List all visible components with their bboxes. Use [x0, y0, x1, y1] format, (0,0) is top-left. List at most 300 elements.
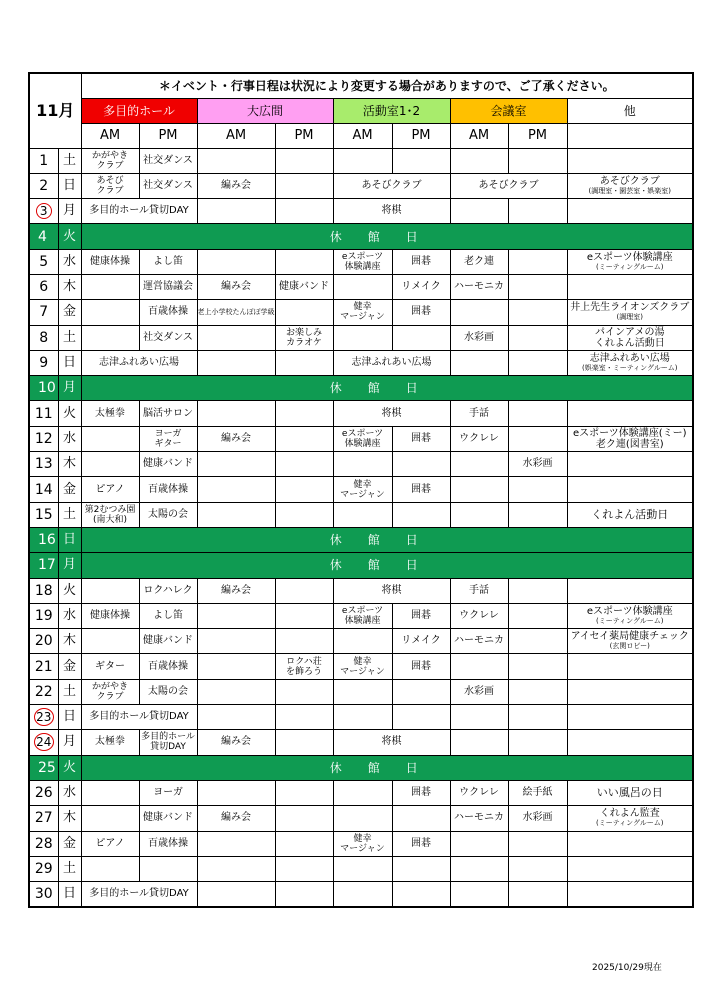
day-number: 1 — [29, 148, 58, 173]
room-header: 多目的ホール — [81, 98, 197, 123]
schedule-cell: eスポーツ体験講座 (ミーティングルーム) — [567, 603, 693, 628]
closed-day-banner: 休館日 — [81, 755, 693, 780]
schedule-cell: 多目的ホール貸切DAY — [81, 199, 197, 224]
schedule-cell — [567, 705, 693, 730]
day-row — [29, 654, 693, 679]
schedule-cell: ウクレレ — [450, 603, 508, 628]
schedule-cell: 編み会 — [197, 730, 275, 755]
schedule-cell — [197, 249, 275, 274]
schedule-cell — [197, 629, 275, 654]
schedule-cell — [450, 502, 508, 527]
schedule-cell — [508, 401, 567, 426]
schedule-cell — [275, 426, 333, 451]
schedule-cell — [275, 780, 333, 805]
highlight-circle: 3 — [36, 203, 52, 219]
day-number: 12 — [29, 426, 58, 451]
day-row — [29, 300, 693, 325]
weekday: 火 — [58, 224, 81, 249]
schedule-cell: 手話 — [450, 578, 508, 603]
schedule-cell: 編み会 — [197, 173, 275, 198]
day-row — [29, 831, 693, 856]
day-row — [29, 553, 693, 578]
weekday: 金 — [58, 300, 81, 325]
weekday: 土 — [58, 679, 81, 704]
schedule-cell — [81, 300, 139, 325]
schedule-cell — [567, 477, 693, 502]
schedule-cell — [392, 452, 450, 477]
weekday: 金 — [58, 477, 81, 502]
schedule-cell: よし笛 — [139, 603, 197, 628]
schedule-cell — [508, 679, 567, 704]
day-row — [29, 350, 693, 375]
schedule-cell: 水彩画 — [450, 325, 508, 350]
schedule-cell — [567, 831, 693, 856]
schedule-cell: 編み会 — [197, 426, 275, 451]
weekday: 水 — [58, 249, 81, 274]
schedule-cell — [197, 705, 275, 730]
schedule-cell — [333, 856, 392, 881]
schedule-cell: あそびクラブ (調理室・園芸室・娯楽室) — [567, 173, 693, 198]
schedule-cell — [275, 629, 333, 654]
weekday: 金 — [58, 654, 81, 679]
schedule-cell — [197, 831, 275, 856]
schedule-cell — [333, 502, 392, 527]
schedule-cell: 囲碁 — [392, 426, 450, 451]
day-number: 7 — [29, 300, 58, 325]
weekday: 日 — [58, 350, 81, 375]
schedule-cell: よし笛 — [139, 249, 197, 274]
schedule-cell: 将棋 — [333, 401, 450, 426]
schedule-cell — [275, 350, 333, 375]
schedule-cell — [275, 502, 333, 527]
schedule-cell — [333, 325, 392, 350]
schedule-cell — [81, 426, 139, 451]
as-of-date: 2025/10/29現在 — [592, 963, 662, 973]
day-row — [29, 274, 693, 299]
month-label: 11月 — [29, 73, 81, 148]
day-number: 8 — [29, 325, 58, 350]
schedule-cell — [450, 148, 508, 173]
schedule-cell: ハーモニカ — [450, 629, 508, 654]
schedule-cell: あそびクラブ — [333, 173, 450, 198]
schedule-cell: ギター — [81, 654, 139, 679]
schedule-cell: 百歳体操 — [139, 831, 197, 856]
schedule-cell — [567, 452, 693, 477]
schedule-cell — [508, 578, 567, 603]
day-row — [29, 426, 693, 451]
schedule-cell — [567, 274, 693, 299]
day-row — [29, 603, 693, 628]
day-row — [29, 148, 693, 173]
day-row — [29, 856, 693, 881]
schedule-cell: リメイク — [392, 629, 450, 654]
schedule-cell — [567, 148, 693, 173]
day-number: 11 — [29, 401, 58, 426]
day-row — [29, 679, 693, 704]
schedule-cell — [81, 452, 139, 477]
weekday: 火 — [58, 401, 81, 426]
day-number: 16 — [29, 527, 58, 552]
schedule-cell — [508, 882, 567, 907]
schedule-cell: 社交ダンス — [139, 148, 197, 173]
day-number — [29, 705, 58, 730]
schedule-cell: 編み会 — [197, 578, 275, 603]
closed-day-banner: 休館日 — [81, 376, 693, 401]
schedule-cell — [392, 705, 450, 730]
schedule-cell: 囲碁 — [392, 654, 450, 679]
schedule-cell — [197, 199, 275, 224]
schedule-cell: アイセイ薬局健康チェック (玄関ロビー) — [567, 629, 693, 654]
day-number — [29, 199, 58, 224]
schedule-cell: 編み会 — [197, 806, 275, 831]
schedule-cell: 水彩画 — [508, 806, 567, 831]
schedule-cell — [392, 325, 450, 350]
am-header: AM — [81, 123, 139, 148]
weekday: 土 — [58, 148, 81, 173]
schedule-cell — [197, 148, 275, 173]
schedule-cell: 老上小学校たんぽぽ学級 — [197, 300, 275, 325]
schedule-cell — [450, 199, 508, 224]
schedule-cell: 志津ふれあい広場 (娯楽室・ミーティングルーム) — [567, 350, 693, 375]
room-header: 大広間 — [197, 98, 333, 123]
schedule-cell — [450, 477, 508, 502]
schedule-cell — [508, 249, 567, 274]
schedule-cell: eスポーツ体験講座 (ミーティングルーム) — [567, 249, 693, 274]
day-row — [29, 755, 693, 780]
weekday: 月 — [58, 553, 81, 578]
weekday: 日 — [58, 527, 81, 552]
day-number: 18 — [29, 578, 58, 603]
day-row — [29, 882, 693, 907]
schedule-cell — [508, 199, 567, 224]
schedule-cell — [333, 148, 392, 173]
day-row — [29, 527, 693, 552]
schedule-cell: 健康バンド — [139, 806, 197, 831]
am-header: AM — [197, 123, 275, 148]
weekday: 木 — [58, 452, 81, 477]
schedule-cell: パインアメの湯 くれよん活動日 — [567, 325, 693, 350]
day-row — [29, 173, 693, 198]
weekday: 月 — [58, 376, 81, 401]
weekday: 月 — [58, 730, 81, 755]
schedule-cell — [333, 780, 392, 805]
schedule-cell — [275, 705, 333, 730]
day-number: 26 — [29, 780, 58, 805]
day-row — [29, 452, 693, 477]
schedule-cell: ヨーガ ギター — [139, 426, 197, 451]
notice-banner: ＊イベント・行事日程は状況により変更する場合がありますので、ご了承ください。 — [81, 73, 693, 98]
schedule-cell — [392, 806, 450, 831]
weekday: 木 — [58, 629, 81, 654]
schedule-cell — [567, 578, 693, 603]
schedule-cell: 健幸 マージャン — [333, 831, 392, 856]
schedule-cell — [450, 730, 508, 755]
schedule-cell: 健康バンド — [139, 452, 197, 477]
day-number: 13 — [29, 452, 58, 477]
schedule-cell: くれよん監査 (ミーティングルーム) — [567, 806, 693, 831]
schedule-cell — [81, 856, 139, 881]
closed-day-banner: 休館日 — [81, 224, 693, 249]
day-number: 6 — [29, 274, 58, 299]
schedule-cell — [567, 730, 693, 755]
day-number: 5 — [29, 249, 58, 274]
day-row — [29, 780, 693, 805]
schedule-cell: 太陽の会 — [139, 502, 197, 527]
schedule-cell: 将棋 — [333, 199, 450, 224]
schedule-cell — [508, 831, 567, 856]
schedule-cell: 健幸 マージャン — [333, 654, 392, 679]
schedule-cell — [275, 249, 333, 274]
schedule-cell — [450, 654, 508, 679]
schedule-cell — [567, 401, 693, 426]
room-header: 活動室1･2 — [333, 98, 450, 123]
schedule-cell — [392, 148, 450, 173]
schedule-cell — [508, 730, 567, 755]
schedule-cell — [197, 856, 275, 881]
schedule-cell — [197, 882, 275, 907]
schedule-cell — [197, 401, 275, 426]
schedule-cell: 百歳体操 — [139, 477, 197, 502]
schedule-cell — [508, 300, 567, 325]
schedule-cell: 百歳体操 — [139, 654, 197, 679]
schedule-cell — [275, 856, 333, 881]
schedule-cell: 水彩画 — [508, 452, 567, 477]
schedule-cell — [508, 502, 567, 527]
schedule-cell — [450, 452, 508, 477]
pm-header: PM — [139, 123, 197, 148]
schedule-cell — [275, 199, 333, 224]
day-number: 29 — [29, 856, 58, 881]
schedule-cell — [567, 882, 693, 907]
schedule-cell: 社交ダンス — [139, 173, 197, 198]
schedule-cell: ピアノ — [81, 477, 139, 502]
schedule-cell: 囲碁 — [392, 249, 450, 274]
schedule-cell — [508, 350, 567, 375]
pm-header: PM — [392, 123, 450, 148]
schedule-cell — [197, 452, 275, 477]
schedule-cell: あそび クラブ — [81, 173, 139, 198]
schedule-cell: 脳活サロン — [139, 401, 197, 426]
weekday: 木 — [58, 806, 81, 831]
schedule-cell: ウクレレ — [450, 426, 508, 451]
schedule-cell: 囲碁 — [392, 300, 450, 325]
schedule-cell — [333, 679, 392, 704]
schedule-cell: 第2むつみ園 (南大和) — [81, 502, 139, 527]
schedule-cell: 井上先生ライオンズクラブ (調理室) — [567, 300, 693, 325]
schedule-cell: eスポーツ 体験講座 — [333, 426, 392, 451]
schedule-cell: くれよん活動日 — [567, 502, 693, 527]
schedule-cell — [450, 831, 508, 856]
schedule-cell — [392, 679, 450, 704]
weekday: 日 — [58, 705, 81, 730]
schedule-cell: 健康バンド — [275, 274, 333, 299]
schedule-cell: 志津ふれあい広場 — [81, 350, 197, 375]
schedule-cell: 健康体操 — [81, 603, 139, 628]
schedule-cell: eスポーツ 体験講座 — [333, 603, 392, 628]
schedule-cell — [197, 679, 275, 704]
day-number: 19 — [29, 603, 58, 628]
schedule-cell: ピアノ — [81, 831, 139, 856]
schedule-cell: 運営協議会 — [139, 274, 197, 299]
pm-header: PM — [275, 123, 333, 148]
day-row — [29, 730, 693, 755]
schedule-cell — [197, 350, 275, 375]
day-number: 4 — [29, 224, 58, 249]
schedule-cell: ヨーガ — [139, 780, 197, 805]
schedule-cell: 水彩画 — [450, 679, 508, 704]
schedule-cell — [197, 325, 275, 350]
schedule-cell — [450, 882, 508, 907]
schedule-cell: eスポーツ 体験講座 — [333, 249, 392, 274]
schedule-cell: ハーモニカ — [450, 806, 508, 831]
schedule-cell: 多目的ホール貸切DAY — [81, 705, 197, 730]
schedule-cell — [450, 856, 508, 881]
schedule-cell: 手話 — [450, 401, 508, 426]
schedule-cell: 社交ダンス — [139, 325, 197, 350]
schedule-cell — [275, 882, 333, 907]
day-row — [29, 376, 693, 401]
day-number: 17 — [29, 553, 58, 578]
schedule-cell — [197, 477, 275, 502]
weekday: 火 — [58, 755, 81, 780]
day-number: 15 — [29, 502, 58, 527]
schedule-cell — [275, 477, 333, 502]
day-number: 22 — [29, 679, 58, 704]
other-header-blank — [567, 123, 693, 148]
schedule-cell — [333, 882, 392, 907]
schedule-cell: ロクハ荘 を飾ろう — [275, 654, 333, 679]
schedule-cell — [567, 199, 693, 224]
weekday: 火 — [58, 578, 81, 603]
weekday: 木 — [58, 274, 81, 299]
weekday: 土 — [58, 325, 81, 350]
day-row — [29, 806, 693, 831]
schedule-cell: ハーモニカ — [450, 274, 508, 299]
day-row — [29, 578, 693, 603]
closed-day-banner: 休館日 — [81, 553, 693, 578]
schedule-cell — [567, 679, 693, 704]
schedule-cell — [275, 401, 333, 426]
schedule-cell: 編み会 — [197, 274, 275, 299]
schedule-cell — [508, 426, 567, 451]
day-row — [29, 199, 693, 224]
weekday: 日 — [58, 882, 81, 907]
schedule-cell — [333, 274, 392, 299]
schedule-cell — [508, 603, 567, 628]
schedule-cell — [567, 856, 693, 881]
day-number: 30 — [29, 882, 58, 907]
schedule-cell: 将棋 — [333, 578, 450, 603]
schedule-cell: 囲碁 — [392, 831, 450, 856]
schedule-cell: リメイク — [392, 274, 450, 299]
day-number: 27 — [29, 806, 58, 831]
schedule-cell: 囲碁 — [392, 780, 450, 805]
schedule-cell — [450, 300, 508, 325]
schedule-cell — [197, 654, 275, 679]
day-number — [29, 730, 58, 755]
day-number: 25 — [29, 755, 58, 780]
day-row — [29, 401, 693, 426]
schedule-cell — [275, 831, 333, 856]
schedule-cell: 囲碁 — [392, 477, 450, 502]
schedule-cell: ウクレレ — [450, 780, 508, 805]
day-row — [29, 705, 693, 730]
schedule-cell: 健幸 マージャン — [333, 300, 392, 325]
schedule-cell: あそびクラブ — [450, 173, 567, 198]
schedule-cell — [333, 629, 392, 654]
pm-header: PM — [508, 123, 567, 148]
schedule-cell — [508, 654, 567, 679]
schedule-cell: 太極拳 — [81, 730, 139, 755]
schedule-cell — [275, 603, 333, 628]
weekday: 水 — [58, 780, 81, 805]
schedule-cell — [275, 730, 333, 755]
weekday: 日 — [58, 173, 81, 198]
schedule-cell: 太極拳 — [81, 401, 139, 426]
am-header: AM — [450, 123, 508, 148]
schedule-cell — [81, 325, 139, 350]
schedule-cell — [139, 856, 197, 881]
schedule-cell: かがやき クラブ — [81, 679, 139, 704]
day-row — [29, 224, 693, 249]
weekday: 土 — [58, 856, 81, 881]
schedule-cell — [392, 882, 450, 907]
room-header: 他 — [567, 98, 693, 123]
schedule-cell — [81, 274, 139, 299]
schedule-cell — [197, 502, 275, 527]
schedule-cell — [275, 148, 333, 173]
weekday: 水 — [58, 426, 81, 451]
day-number: 14 — [29, 477, 58, 502]
schedule-cell — [508, 325, 567, 350]
schedule-cell: 太陽の会 — [139, 679, 197, 704]
schedule-cell: 百歳体操 — [139, 300, 197, 325]
day-number: 21 — [29, 654, 58, 679]
schedule-cell — [197, 780, 275, 805]
schedule-cell — [275, 173, 333, 198]
schedule-cell: 老ク連 — [450, 249, 508, 274]
schedule-cell — [508, 856, 567, 881]
schedule-cell — [275, 578, 333, 603]
schedule-cell — [81, 578, 139, 603]
schedule-cell — [508, 477, 567, 502]
weekday: 水 — [58, 603, 81, 628]
schedule-cell — [392, 856, 450, 881]
schedule-cell — [333, 452, 392, 477]
schedule-cell: 将棋 — [333, 730, 450, 755]
room-header: 会議室 — [450, 98, 567, 123]
schedule-cell — [81, 806, 139, 831]
schedule-cell — [450, 705, 508, 730]
schedule-cell — [197, 603, 275, 628]
schedule-cell — [450, 350, 508, 375]
schedule-cell — [508, 148, 567, 173]
day-row — [29, 502, 693, 527]
weekday: 金 — [58, 831, 81, 856]
schedule-cell — [508, 705, 567, 730]
weekday: 月 — [58, 199, 81, 224]
day-number: 28 — [29, 831, 58, 856]
day-row — [29, 249, 693, 274]
am-header: AM — [333, 123, 392, 148]
day-row — [29, 325, 693, 350]
schedule-cell: 多目的ホール 貸切DAY — [139, 730, 197, 755]
schedule-cell — [275, 452, 333, 477]
schedule-cell: お楽しみ カラオケ — [275, 325, 333, 350]
day-number: 2 — [29, 173, 58, 198]
day-number: 20 — [29, 629, 58, 654]
schedule-cell: いい風呂の日 — [567, 780, 693, 805]
